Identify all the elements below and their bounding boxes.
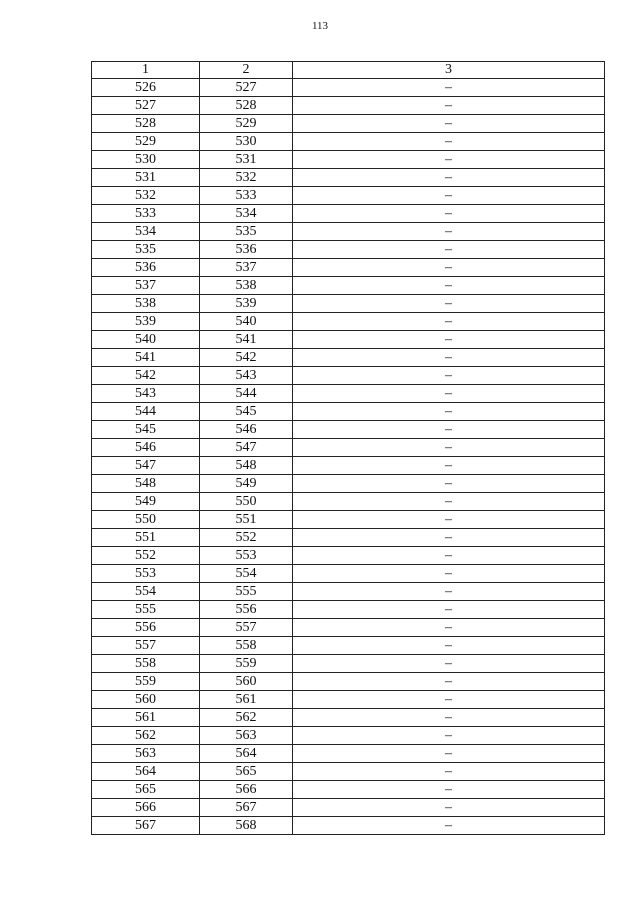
table-row	[92, 511, 605, 529]
table-cell: 544	[200, 385, 293, 403]
table-row	[92, 619, 605, 637]
table-row	[92, 367, 605, 385]
table-cell: 530	[92, 151, 200, 169]
table-cell: 565	[92, 781, 200, 799]
table-row	[92, 169, 605, 187]
table-cell: 557	[200, 619, 293, 637]
table-cell: –	[293, 601, 605, 619]
table-row	[92, 331, 605, 349]
table-cell: 537	[92, 277, 200, 295]
table-cell: –	[293, 205, 605, 223]
table-cell: 552	[200, 529, 293, 547]
table-cell: 534	[200, 205, 293, 223]
table-cell: –	[293, 475, 605, 493]
table-cell: 552	[92, 547, 200, 565]
table-cell: 527	[92, 97, 200, 115]
table-cell: 538	[200, 277, 293, 295]
table-cell: 539	[200, 295, 293, 313]
table-cell: –	[293, 259, 605, 277]
table-cell: 548	[200, 457, 293, 475]
column-header: 3	[293, 62, 605, 79]
table-cell: –	[293, 97, 605, 115]
table-cell: –	[293, 151, 605, 169]
table-row	[92, 583, 605, 601]
table-cell: 541	[200, 331, 293, 349]
table-cell: –	[293, 547, 605, 565]
table-cell: –	[293, 583, 605, 601]
table-row	[92, 439, 605, 457]
table-cell: –	[293, 295, 605, 313]
table-cell: –	[293, 529, 605, 547]
table-cell: 562	[200, 709, 293, 727]
table-cell: –	[293, 493, 605, 511]
table-row	[92, 691, 605, 709]
table-cell: 560	[200, 673, 293, 691]
table-cell: –	[293, 709, 605, 727]
table-cell: –	[293, 673, 605, 691]
table-cell: 528	[200, 97, 293, 115]
table-cell: 536	[200, 241, 293, 259]
header-row	[92, 62, 605, 79]
table-cell: 543	[200, 367, 293, 385]
table-cell: 554	[92, 583, 200, 601]
table-row	[92, 259, 605, 277]
table-cell: 535	[92, 241, 200, 259]
table-cell: 567	[92, 817, 200, 835]
table-cell: 545	[92, 421, 200, 439]
table-row	[92, 727, 605, 745]
table-cell: –	[293, 565, 605, 583]
table-cell: 555	[92, 601, 200, 619]
table-row	[92, 403, 605, 421]
table-cell: –	[293, 187, 605, 205]
table-row	[92, 709, 605, 727]
table-row	[92, 421, 605, 439]
table-cell: 564	[200, 745, 293, 763]
table-row	[92, 313, 605, 331]
table-row	[92, 817, 605, 835]
table-cell: –	[293, 403, 605, 421]
table-cell: 561	[92, 709, 200, 727]
table-cell: 540	[200, 313, 293, 331]
table-row	[92, 529, 605, 547]
table-cell: 530	[200, 133, 293, 151]
table-row	[92, 277, 605, 295]
table-cell: 539	[92, 313, 200, 331]
table-cell: 535	[200, 223, 293, 241]
table-header	[92, 62, 605, 79]
table-cell: –	[293, 277, 605, 295]
table-cell: 547	[200, 439, 293, 457]
table-cell: –	[293, 331, 605, 349]
table-cell: 538	[92, 295, 200, 313]
table-row	[92, 241, 605, 259]
table-cell: 531	[200, 151, 293, 169]
table-cell: 529	[200, 115, 293, 133]
table-cell: 543	[92, 385, 200, 403]
table-cell: 550	[200, 493, 293, 511]
table-cell: 550	[92, 511, 200, 529]
table-cell: –	[293, 781, 605, 799]
table-cell: 559	[92, 673, 200, 691]
table-cell: –	[293, 115, 605, 133]
table-cell: –	[293, 241, 605, 259]
table-cell: 533	[92, 205, 200, 223]
table-row	[92, 799, 605, 817]
table-row	[92, 781, 605, 799]
column-header: 1	[92, 62, 200, 79]
table-cell: 559	[200, 655, 293, 673]
table-cell: –	[293, 367, 605, 385]
table-row	[92, 601, 605, 619]
table-cell: 537	[200, 259, 293, 277]
table-cell: 531	[92, 169, 200, 187]
table-cell: 561	[200, 691, 293, 709]
table-cell: –	[293, 763, 605, 781]
table-row	[92, 655, 605, 673]
table-row	[92, 565, 605, 583]
table-row	[92, 115, 605, 133]
table-cell: –	[293, 349, 605, 367]
table-cell: 542	[200, 349, 293, 367]
table-cell: 549	[92, 493, 200, 511]
table-cell: 560	[92, 691, 200, 709]
table-cell: –	[293, 799, 605, 817]
table-cell: 553	[200, 547, 293, 565]
table-row	[92, 349, 605, 367]
table-body	[92, 79, 605, 835]
table-cell: 558	[200, 637, 293, 655]
table-cell: –	[293, 511, 605, 529]
table-cell: 555	[200, 583, 293, 601]
table-cell: –	[293, 169, 605, 187]
table-cell: 529	[92, 133, 200, 151]
table-cell: 549	[200, 475, 293, 493]
table-cell: 566	[92, 799, 200, 817]
table-cell: 551	[92, 529, 200, 547]
table-row	[92, 295, 605, 313]
table-row	[92, 79, 605, 97]
table-cell: 541	[92, 349, 200, 367]
table-cell: –	[293, 619, 605, 637]
table-cell: 544	[92, 403, 200, 421]
table-cell: 563	[200, 727, 293, 745]
table-cell: 566	[200, 781, 293, 799]
table-row	[92, 763, 605, 781]
table-cell: 534	[92, 223, 200, 241]
table-row	[92, 637, 605, 655]
table-row	[92, 457, 605, 475]
table-cell: –	[293, 457, 605, 475]
table-cell: 563	[92, 745, 200, 763]
table-cell: 527	[200, 79, 293, 97]
table-cell: –	[293, 817, 605, 835]
table-cell: –	[293, 421, 605, 439]
table-cell: 551	[200, 511, 293, 529]
table-cell: 528	[92, 115, 200, 133]
table-cell: 540	[92, 331, 200, 349]
table-cell: –	[293, 133, 605, 151]
table-cell: 568	[200, 817, 293, 835]
table-row	[92, 205, 605, 223]
table-cell: 536	[92, 259, 200, 277]
table-cell: 554	[200, 565, 293, 583]
data-table	[91, 61, 605, 835]
table-row	[92, 673, 605, 691]
table-row	[92, 223, 605, 241]
table-cell: –	[293, 223, 605, 241]
table-cell: 532	[92, 187, 200, 205]
table-cell: 545	[200, 403, 293, 421]
table-cell: 564	[92, 763, 200, 781]
table-cell: 556	[200, 601, 293, 619]
table-cell: –	[293, 745, 605, 763]
table-cell: –	[293, 439, 605, 457]
table-cell: 526	[92, 79, 200, 97]
table-cell: 558	[92, 655, 200, 673]
table-cell: 546	[92, 439, 200, 457]
table-cell: –	[293, 691, 605, 709]
table-cell: 547	[92, 457, 200, 475]
table-cell: 556	[92, 619, 200, 637]
table-cell: –	[293, 313, 605, 331]
table-cell: 533	[200, 187, 293, 205]
table-row	[92, 547, 605, 565]
table-row	[92, 133, 605, 151]
table-row	[92, 151, 605, 169]
table-cell: –	[293, 637, 605, 655]
column-header: 2	[200, 62, 293, 79]
table-cell: 565	[200, 763, 293, 781]
table-row	[92, 493, 605, 511]
table-row	[92, 475, 605, 493]
table-cell: 548	[92, 475, 200, 493]
table-cell: 557	[92, 637, 200, 655]
table-cell: –	[293, 655, 605, 673]
table-cell: 562	[92, 727, 200, 745]
table-cell: 542	[92, 367, 200, 385]
table-row	[92, 385, 605, 403]
table-cell: 532	[200, 169, 293, 187]
page-number: 113	[311, 20, 329, 32]
table-cell: –	[293, 727, 605, 745]
table-cell: 567	[200, 799, 293, 817]
table-row	[92, 187, 605, 205]
table-cell: 553	[92, 565, 200, 583]
table-row	[92, 97, 605, 115]
table-cell: 546	[200, 421, 293, 439]
table-row	[92, 745, 605, 763]
table-cell: –	[293, 79, 605, 97]
table-cell: –	[293, 385, 605, 403]
